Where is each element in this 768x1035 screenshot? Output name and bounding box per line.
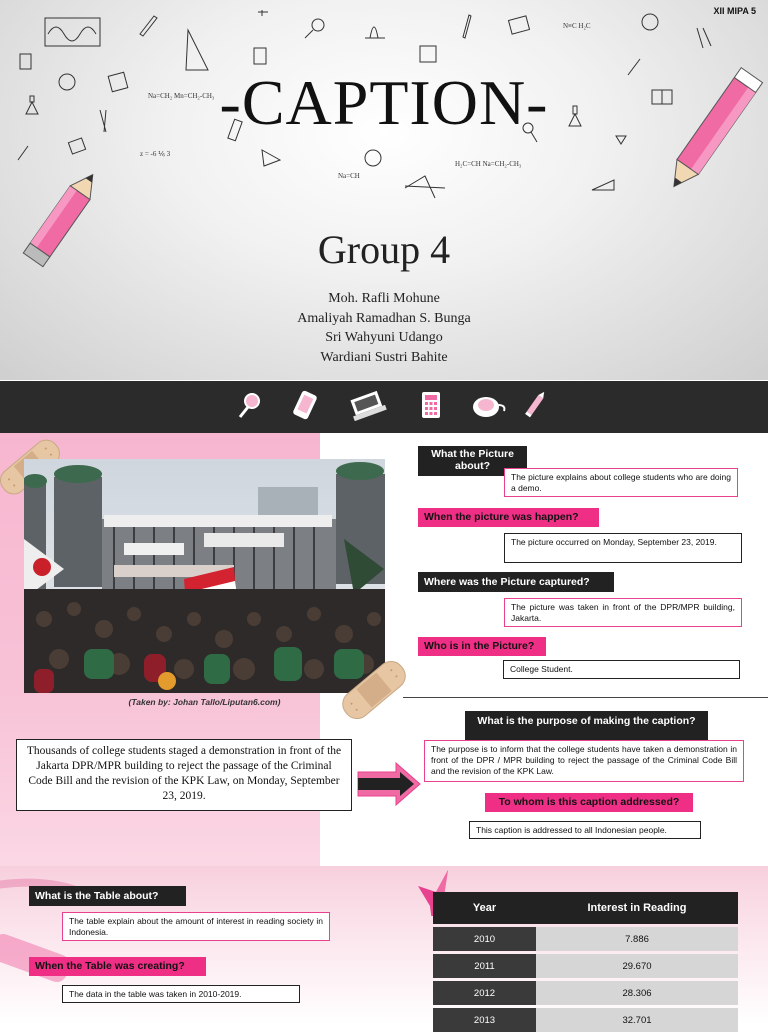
- table-row: [433, 1008, 738, 1032]
- svg-text:Na=CH₂ Mn=CH₂-CH₃: Na=CH₂ Mn=CH₂-CH₃: [148, 92, 215, 100]
- value-cell: 28.306: [536, 981, 738, 1005]
- svg-text:H₂C=CH Na=CH₂-CH₃: H₂C=CH Na=CH₂-CH₃: [455, 160, 522, 168]
- arrow-right-icon: [356, 762, 422, 806]
- demonstration-photo: [24, 459, 385, 693]
- member-list: [0, 289, 768, 367]
- reading-interest-table: [433, 889, 738, 1035]
- teacup-icon: [473, 397, 504, 417]
- year-cell: 2010: [433, 927, 536, 951]
- question-label: When the Table was creating?: [29, 957, 206, 976]
- divider: [403, 697, 768, 698]
- table-row: [433, 981, 738, 1005]
- answer-box: College Student.: [503, 660, 740, 679]
- question-label: What the Picture about?: [418, 446, 527, 476]
- value-cell: 7.886: [536, 927, 738, 951]
- group-heading: Group 4: [317, 227, 451, 272]
- caption-box: Thousands of college students staged a demonstration in front of the Jakarta DPR/MPR building to reject the passage of the Criminal Code Bill and the revision of the KPK Law, on Monday, September 23, 2019.: [16, 739, 352, 811]
- photo-credit: (Taken by: Johan Tallo/Liputan6.com): [128, 697, 281, 707]
- table-row: [433, 927, 738, 951]
- question-label: Who is in the Picture?: [418, 637, 546, 656]
- column-header: Interest in Reading: [536, 892, 738, 924]
- member-name: Sri Wahyuni Udango: [325, 330, 443, 345]
- year-cell: 2012: [433, 981, 536, 1005]
- member-name: Amaliyah Ramadhan S. Bunga: [297, 310, 471, 326]
- year-cell: 2011: [433, 954, 536, 978]
- magnifier-icon: [240, 394, 259, 417]
- answer-box: The data in the table was taken in 2010-2019.: [62, 985, 300, 1003]
- class-label: XII MIPA 5: [713, 6, 756, 16]
- calculator-icon: [422, 392, 440, 418]
- bandaid-sticker-bottom: [336, 654, 412, 724]
- pencil-icon: [525, 390, 547, 417]
- member-name: Wardiani Sustri Bahite: [320, 349, 448, 365]
- svg-text:N≡C H₂C: N≡C H₂C: [563, 22, 591, 30]
- answer-box: The purpose is to inform that the college students have taken a demonstration in front of the DPR / MPR building to reject the passage of the Criminal Code Bill and the revision of the KPK Law.: [424, 740, 744, 782]
- question-label: To whom is this caption addressed?: [485, 793, 693, 812]
- value-cell: 29.670: [536, 954, 738, 978]
- value-cell: 32.701: [536, 1008, 738, 1032]
- question-label: Where was the Picture captured?: [418, 572, 614, 592]
- year-cell: 2013: [433, 1008, 536, 1032]
- phone-icon: [292, 390, 317, 420]
- table-row: [433, 954, 738, 978]
- question-label: What is the Table about?: [29, 886, 186, 906]
- question-label: What is the purpose of making the caption?: [465, 711, 708, 741]
- column-header: Year: [433, 892, 536, 924]
- answer-box: The picture occurred on Monday, September 23, 2019.: [504, 533, 742, 563]
- member-name: Moh. Rafli Mohune: [328, 291, 440, 306]
- svg-text:Na=CH: Na=CH: [338, 172, 360, 180]
- answer-box: The table explain about the amount of interest in reading society in Indonesia.: [62, 912, 330, 941]
- answer-box: This caption is addressed to all Indonesian people.: [469, 821, 701, 839]
- answer-box: The picture explains about college students who are doing a demo.: [504, 468, 738, 497]
- title-slide: [0, 0, 768, 380]
- icon-bar: [0, 381, 768, 433]
- laptop-icon: [348, 390, 387, 421]
- question-label: When the picture was happen?: [418, 508, 599, 527]
- answer-box: The picture was taken in front of the DPR/MPR building, Jakarta.: [504, 598, 742, 627]
- svg-text:z = -6 ⅙ 3: z = -6 ⅙ 3: [140, 150, 171, 158]
- page-title: -CAPTION-: [219, 67, 549, 138]
